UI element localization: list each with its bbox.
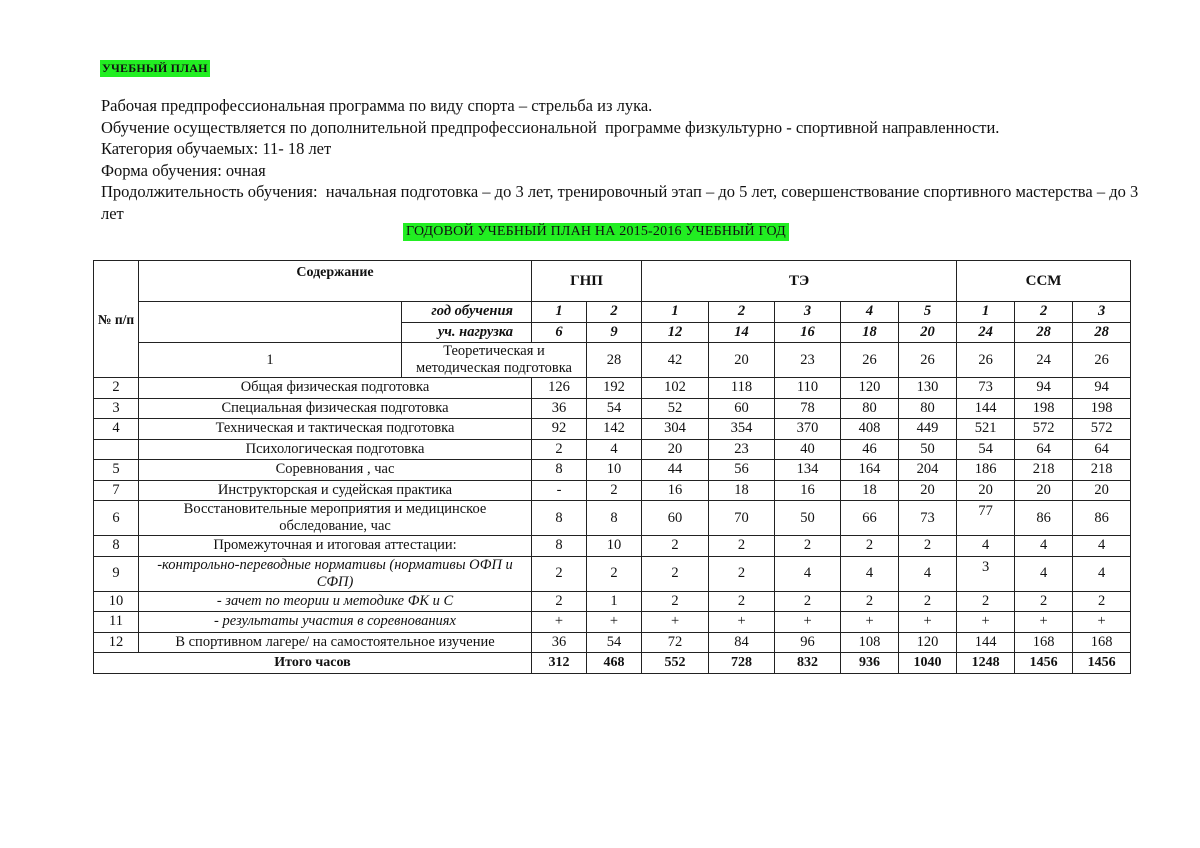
row-value: 192 (587, 378, 642, 399)
row-value: 80 (841, 398, 899, 419)
row-value: 2 (775, 591, 841, 612)
row-value: 64 (1015, 439, 1073, 460)
row-value: 408 (841, 419, 899, 440)
row-value: 2 (709, 556, 775, 591)
table-row (94, 343, 1131, 378)
row-value: 8 (532, 501, 587, 536)
page-heading: УЧЕБНЫЙ ПЛАН (102, 61, 208, 75)
row-value: 44 (642, 460, 709, 481)
row-value: 572 (1015, 419, 1073, 440)
row-value: 120 (841, 378, 899, 399)
row-value: 4 (957, 536, 1015, 557)
year-label: год обучения (402, 302, 532, 323)
total-value: 728 (709, 653, 775, 674)
row-value: 2 (532, 439, 587, 460)
row-value: 108 (841, 632, 899, 653)
row-value: 73 (957, 378, 1015, 399)
total-value: 1456 (1015, 653, 1073, 674)
row-value: 130 (899, 378, 957, 399)
row-label: Промежуточная и итоговая аттестации: (139, 536, 532, 557)
table-row (94, 536, 1131, 557)
year-cell: 5 (899, 302, 957, 323)
row-value: 2 (1073, 591, 1131, 612)
row-value: 54 (587, 632, 642, 653)
row-value: 2 (709, 536, 775, 557)
row-value: + (841, 612, 899, 633)
group-ssm: ССМ (957, 261, 1131, 302)
intro-line-form: Форма обучения: очная (101, 160, 266, 180)
intro-line-duration: Продолжительность обучения: начальная подготовка – до 3 лет, тренировочный этап – до 5 лет, совершенствование спортивного мастерства – до 3 лет (101, 182, 1143, 223)
group-te: ТЭ (642, 261, 957, 302)
row-value: 8 (587, 501, 642, 536)
row-value: 46 (841, 439, 899, 460)
row-value: 42 (642, 343, 709, 378)
load-cell: 14 (709, 322, 775, 343)
row-value: 20 (709, 343, 775, 378)
year-cell: 3 (775, 302, 841, 323)
row-value: 18 (709, 480, 775, 501)
year-cell: 2 (1015, 302, 1073, 323)
total-value: 832 (775, 653, 841, 674)
table-row (94, 591, 1131, 612)
row-number (94, 439, 139, 460)
year-cell: 3 (1073, 302, 1131, 323)
load-cell: 18 (841, 322, 899, 343)
row-label: - результаты участия в соревнованиях (139, 612, 532, 633)
row-value: 20 (899, 480, 957, 501)
row-value: 73 (899, 501, 957, 536)
total-value: 936 (841, 653, 899, 674)
row-number: 4 (94, 419, 139, 440)
row-value: 2 (899, 591, 957, 612)
year-cell: 1 (642, 302, 709, 323)
row-value: 23 (709, 439, 775, 460)
row-value: 118 (709, 378, 775, 399)
row-value: 2 (841, 591, 899, 612)
row-value: 144 (957, 398, 1015, 419)
row-value: 198 (1073, 398, 1131, 419)
row-value: 2 (957, 591, 1015, 612)
row-value: 10 (587, 460, 642, 481)
row-value: 50 (899, 439, 957, 460)
row-value: 66 (841, 501, 899, 536)
row-value: 4 (1015, 536, 1073, 557)
row-label: Соревнования , час (139, 460, 532, 481)
row-value: 2 (642, 536, 709, 557)
row-value: + (957, 612, 1015, 633)
row-value: 60 (642, 501, 709, 536)
row-value: 20 (1015, 480, 1073, 501)
row-value: 54 (587, 398, 642, 419)
row-number: 11 (94, 612, 139, 633)
row-value: + (642, 612, 709, 633)
row-value: + (899, 612, 957, 633)
row-value: + (587, 612, 642, 633)
intro-line-training: Обучение осуществляется по дополнительной предпрофессиональной программе физкультурно - спортивной направленности. (101, 117, 1000, 137)
year-cell: 1 (957, 302, 1015, 323)
intro-text (101, 95, 1141, 224)
row-value: 94 (1073, 378, 1131, 399)
year-cell: 4 (841, 302, 899, 323)
row-label: В спортивном лагере/ на самостоятельное изучение (139, 632, 532, 653)
row-number: 10 (94, 591, 139, 612)
row-value: 304 (642, 419, 709, 440)
row-value: 572 (1073, 419, 1131, 440)
load-cell: 9 (587, 322, 642, 343)
row-value: 2 (532, 556, 587, 591)
row-value: 28 (587, 343, 642, 378)
row-value: 449 (899, 419, 957, 440)
row-value: 4 (1015, 556, 1073, 591)
year-cell: 2 (709, 302, 775, 323)
total-value: 1456 (1073, 653, 1131, 674)
row-number: 2 (94, 378, 139, 399)
group-header-row (94, 261, 1131, 302)
row-value: 36 (532, 398, 587, 419)
row-number: 8 (94, 536, 139, 557)
row-value: 36 (532, 632, 587, 653)
row-value: 4 (587, 439, 642, 460)
table-row (94, 439, 1131, 460)
table-row (94, 612, 1131, 633)
row-value: 142 (587, 419, 642, 440)
row-value: 3 (957, 556, 1015, 591)
row-label: Общая физическая подготовка (139, 378, 532, 399)
content-header: Содержание (139, 261, 532, 302)
total-label: Итого часов (94, 653, 532, 674)
row-value: 86 (1015, 501, 1073, 536)
load-cell: 28 (1015, 322, 1073, 343)
row-value: 94 (1015, 378, 1073, 399)
row-value: 20 (1073, 480, 1131, 501)
row-value: 110 (775, 378, 841, 399)
row-label: Восстановительные мероприятия и медицинское обследование, час (139, 501, 532, 536)
plan-title: ГОДОВОЙ УЧЕБНЫЙ ПЛАН НА 2015-2016 УЧЕБНЫЙ ГОД (403, 223, 789, 241)
annual-plan-table (93, 260, 1131, 674)
year-row (94, 302, 1131, 323)
table-row (94, 419, 1131, 440)
load-cell: 6 (532, 322, 587, 343)
row-value: 54 (957, 439, 1015, 460)
row-value: 2 (775, 536, 841, 557)
row-value: 20 (642, 439, 709, 460)
row-value: 134 (775, 460, 841, 481)
row-value: 354 (709, 419, 775, 440)
row-value: 50 (775, 501, 841, 536)
row-value: 80 (899, 398, 957, 419)
row-label: Инструкторская и судейская практика (139, 480, 532, 501)
row-value: 2 (587, 556, 642, 591)
load-label: уч. нагрузка (402, 322, 532, 343)
row-value: 218 (1073, 460, 1131, 481)
row-label: Психологическая подготовка (139, 439, 532, 460)
row-value: 102 (642, 378, 709, 399)
row-value: 26 (957, 343, 1015, 378)
row-value: 96 (775, 632, 841, 653)
row-value: 70 (709, 501, 775, 536)
load-cell: 20 (899, 322, 957, 343)
row-value: + (1073, 612, 1131, 633)
row-value: 56 (709, 460, 775, 481)
table-row (94, 480, 1131, 501)
load-cell: 16 (775, 322, 841, 343)
row-value: 168 (1015, 632, 1073, 653)
row-label: -контрольно-переводные нормативы (нормативы ОФП и СФП) (139, 556, 532, 591)
row-value: + (775, 612, 841, 633)
row-value: 1 (587, 591, 642, 612)
row-label: - зачет по теории и методике ФК и С (139, 591, 532, 612)
row-value: 18 (841, 480, 899, 501)
row-value: 40 (775, 439, 841, 460)
total-value: 1040 (899, 653, 957, 674)
table-row (94, 378, 1131, 399)
group-gnp: ГНП (532, 261, 642, 302)
total-row (94, 653, 1131, 674)
row-value: 26 (899, 343, 957, 378)
year-cell: 1 (532, 302, 587, 323)
row-value: 2 (532, 591, 587, 612)
load-cell: 12 (642, 322, 709, 343)
row-label: Теоретическая и методическая подготовка (402, 343, 587, 378)
row-value: + (532, 612, 587, 633)
row-number: 12 (94, 632, 139, 653)
row-value: 204 (899, 460, 957, 481)
row-number: 6 (94, 501, 139, 536)
table-row (94, 501, 1131, 536)
row-value: 8 (532, 460, 587, 481)
row-value: 84 (709, 632, 775, 653)
row-value: 64 (1073, 439, 1131, 460)
row-value: 2 (587, 480, 642, 501)
row-value: 10 (587, 536, 642, 557)
row-value: 8 (532, 536, 587, 557)
row-value: 78 (775, 398, 841, 419)
row-value: + (1015, 612, 1073, 633)
row-value: 4 (841, 556, 899, 591)
row-value: 144 (957, 632, 1015, 653)
row-value: 77 (957, 501, 1015, 536)
year-cell: 2 (587, 302, 642, 323)
row-value: 72 (642, 632, 709, 653)
intro-line-program: Рабочая предпрофессиональная программа по виду спорта – стрельба из лука. (101, 96, 653, 115)
row-value: 2 (642, 556, 709, 591)
row-value: 23 (775, 343, 841, 378)
row-number: 9 (94, 556, 139, 591)
total-value: 1248 (957, 653, 1015, 674)
num-header: № п/п (94, 261, 139, 378)
row-value: 2 (841, 536, 899, 557)
row-value: 120 (899, 632, 957, 653)
table-row (94, 556, 1131, 591)
row-value: 92 (532, 419, 587, 440)
row-value: 218 (1015, 460, 1073, 481)
row-value: 186 (957, 460, 1015, 481)
load-cell: 24 (957, 322, 1015, 343)
total-value: 312 (532, 653, 587, 674)
row-value: 2 (899, 536, 957, 557)
load-cell: 28 (1073, 322, 1131, 343)
table-row (94, 460, 1131, 481)
row-value: 521 (957, 419, 1015, 440)
row-value: 126 (532, 378, 587, 399)
row-number: 1 (139, 343, 402, 378)
row-value: 52 (642, 398, 709, 419)
row-value: 168 (1073, 632, 1131, 653)
row-value: 60 (709, 398, 775, 419)
row-number: 5 (94, 460, 139, 481)
row-value: 198 (1015, 398, 1073, 419)
table-row (94, 632, 1131, 653)
row-value: + (709, 612, 775, 633)
row-value: 24 (1015, 343, 1073, 378)
row-value: 20 (957, 480, 1015, 501)
row-value: 4 (899, 556, 957, 591)
row-value: - (532, 480, 587, 501)
row-label: Техническая и тактическая подготовка (139, 419, 532, 440)
content-spacer (139, 302, 402, 343)
intro-line-category: Категория обучаемых: 11- 18 лет (101, 139, 332, 158)
row-value: 16 (642, 480, 709, 501)
row-value: 4 (1073, 556, 1131, 591)
row-value: 26 (1073, 343, 1131, 378)
total-value: 552 (642, 653, 709, 674)
row-value: 2 (642, 591, 709, 612)
row-number: 3 (94, 398, 139, 419)
row-value: 16 (775, 480, 841, 501)
row-value: 4 (775, 556, 841, 591)
row-number: 7 (94, 480, 139, 501)
row-value: 370 (775, 419, 841, 440)
row-value: 26 (841, 343, 899, 378)
row-value: 2 (1015, 591, 1073, 612)
row-value: 164 (841, 460, 899, 481)
table-row (94, 398, 1131, 419)
row-label: Специальная физическая подготовка (139, 398, 532, 419)
row-value: 2 (709, 591, 775, 612)
row-value: 4 (1073, 536, 1131, 557)
row-value: 86 (1073, 501, 1131, 536)
total-value: 468 (587, 653, 642, 674)
